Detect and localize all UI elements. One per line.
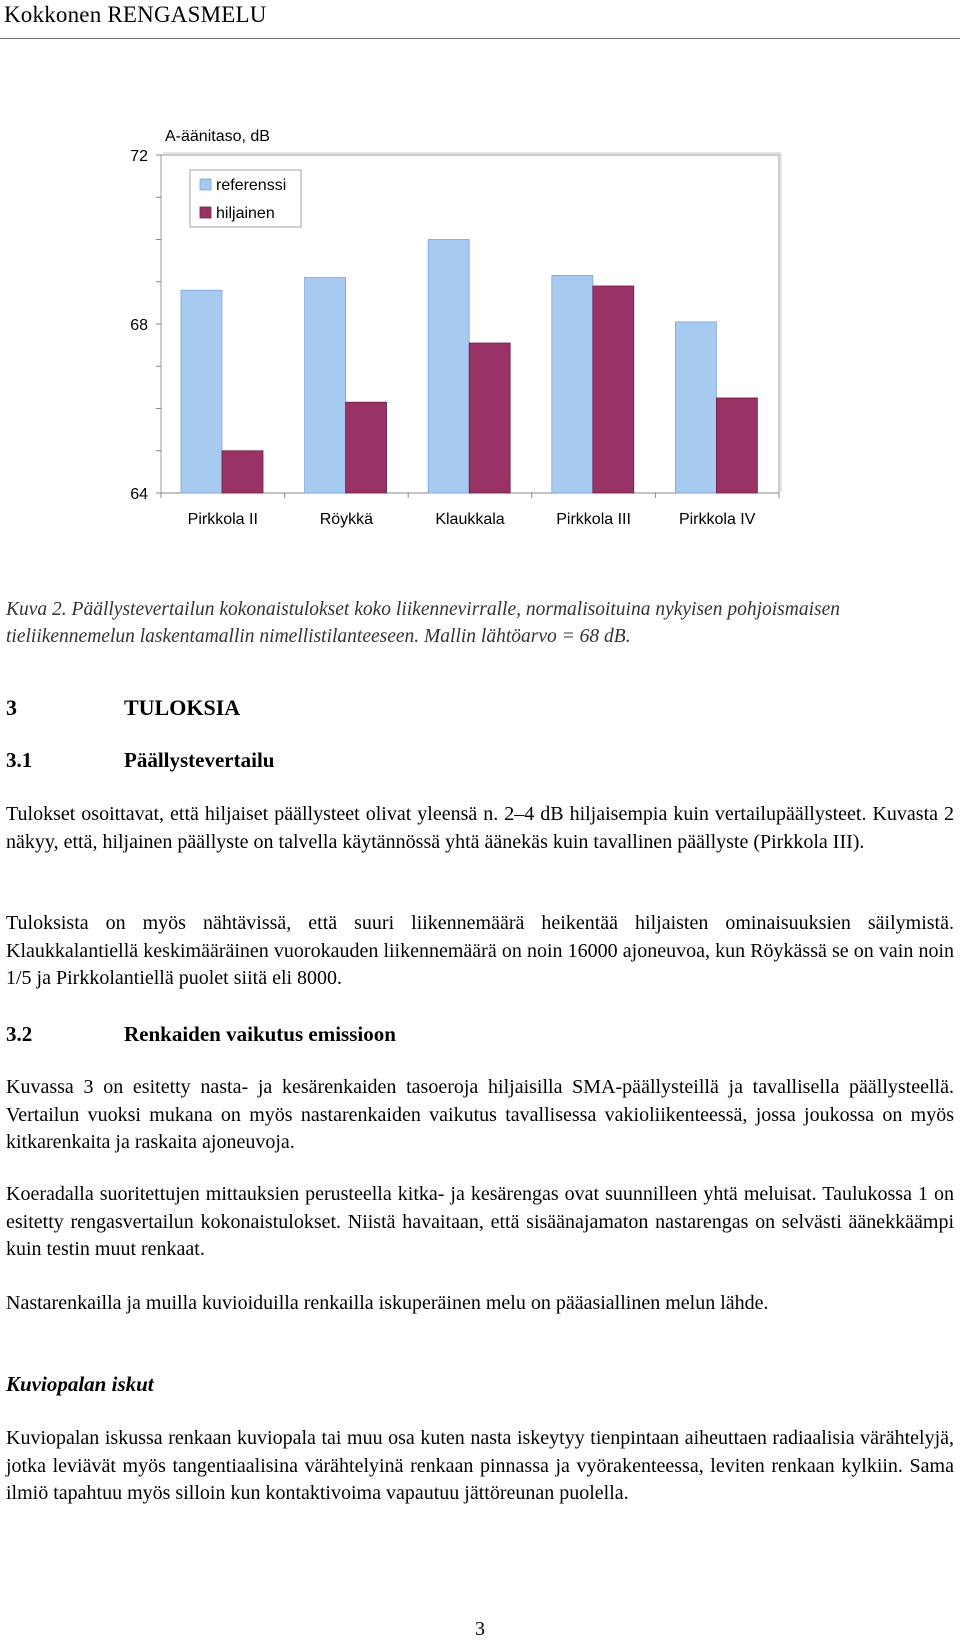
bar-chart	[0, 110, 960, 570]
section-3-1-heading	[6, 748, 274, 773]
chart-title: A-äänitaso, dB	[165, 128, 270, 145]
bar-hiljainen-0	[222, 451, 263, 493]
chart-svg	[0, 110, 960, 570]
bar-hiljainen-1	[346, 402, 387, 493]
paragraph-3-2-b: Koeradalla suoritettujen mittauksien perusteella kitka- ja kesärengas ovat suunnilleen yhtä meluisat. Taulukossa 1 on esitetty rengasvertailun kokonaistulokset. Niistä havaitaan, että sisäänajamaton nastarengas on selvästi äänekkäämpi kuin testin muut renkaat.	[6, 1183, 954, 1260]
section-3-1-title: Päällystevertailu	[124, 748, 275, 772]
header-title: Kokkonen RENGASMELU	[4, 2, 267, 27]
section-3-2-heading	[6, 1022, 396, 1047]
y-tick-label: 68	[130, 317, 148, 334]
paragraph-3-2-a: Kuvassa 3 on esitetty nasta- ja kesärenkaiden tasoeroja hiljaisilla SMA-päällysteillä ja tavallisella päällysteellä. Vertailun vuoksi mukana on myös nastarenkaiden vaikutus tavallisessa vakioliikenteessä, jossa joukossa on myös kitkarenkaita ja raskaita ajoneuvoja.	[6, 1076, 954, 1153]
bar-referenssi-1	[305, 278, 346, 493]
bar-hiljainen-2	[469, 343, 510, 493]
x-tick-label: Pirkkola IV	[678, 511, 756, 528]
section-3-number: 3	[6, 695, 17, 720]
x-tick-label: Klaukkala	[435, 511, 505, 528]
bar-referenssi-3	[552, 275, 593, 493]
figure-caption: Kuva 2. Päällystevertailun kokonaistulokset koko liikennevirralle, normalisoituina nykyisen pohjoismaisen tieliikennemelun laskentamallin nimellistilanteeseen. Mallin lähtöarvo = 68 dB.	[6, 599, 841, 647]
section-3-1-number: 3.1	[6, 748, 33, 772]
legend-swatch-referenssi	[200, 179, 211, 190]
header-rule	[0, 38, 960, 39]
x-tick-label: Röykkä	[319, 511, 374, 528]
bar-hiljainen-3	[593, 286, 634, 493]
paragraph-3-2-c: Nastarenkailla ja muilla kuvioiduilla renkailla iskuperäinen melu on pääasiallinen melun lähde.	[6, 1292, 769, 1314]
section-3-title: TULOKSIA	[124, 695, 241, 720]
y-tick-label: 72	[130, 148, 148, 165]
bar-referenssi-2	[428, 240, 469, 494]
legend-label-hiljainen: hiljainen	[216, 205, 275, 222]
bar-referenssi-0	[181, 290, 222, 493]
x-tick-label: Pirkkola II	[187, 511, 258, 528]
legend-label-referenssi: referenssi	[216, 177, 287, 194]
page-number: 3	[475, 1618, 485, 1640]
page-header	[0, 0, 960, 40]
paragraph-kuviopala: Kuviopalan iskussa renkaan kuviopala tai muu osa kuten nasta iskeytyy tienpintaan aiheuttaen radiaalisia värähtelyjä, jotka leviävät myös tangentiaalisina värähtelyinä renkaan pinnassa ja vyörakenteessa, leviten renkaan kylkiin. Sama ilmiö tapahtuu myös silloin kun kontaktivoima vapautuu jättöreunan puolella.	[6, 1427, 954, 1504]
bar-referenssi-4	[675, 322, 716, 493]
legend-swatch-hiljainen	[200, 207, 211, 218]
bar-hiljainen-4	[716, 398, 757, 493]
x-tick-label: Pirkkola III	[556, 511, 631, 528]
section-3-2-title: Renkaiden vaikutus emissioon	[124, 1022, 396, 1046]
section-3-2-number: 3.2	[6, 1022, 33, 1046]
paragraph-3-1-b: Tuloksista on myös nähtävissä, että suuri liikennemäärä heikentää hiljaisten ominaisuuksien säilymistä. Klaukkalantiellä keskimääräinen vuorokauden liikennemäärä on noin 16000 ajoneuvoa, kun Röykässä se on vain noin 1/5 ja Pirkkolantiellä puolet siitä eli 8000.	[6, 912, 954, 989]
subsection-heading: Kuviopalan iskut	[6, 1372, 154, 1396]
paragraph-3-1-a: Tulokset osoittavat, että hiljaiset päällysteet olivat yleensä n. 2–4 dB hiljaisempia kuin vertailupäällysteet. Kuvasta 2 näkyy, että, hiljainen päällyste on talvella käytännössä yhtä äänekäs kuin tavallinen päällyste (Pirkkola III).	[6, 803, 954, 853]
section-3-heading	[6, 695, 240, 721]
y-tick-label: 64	[130, 486, 148, 503]
